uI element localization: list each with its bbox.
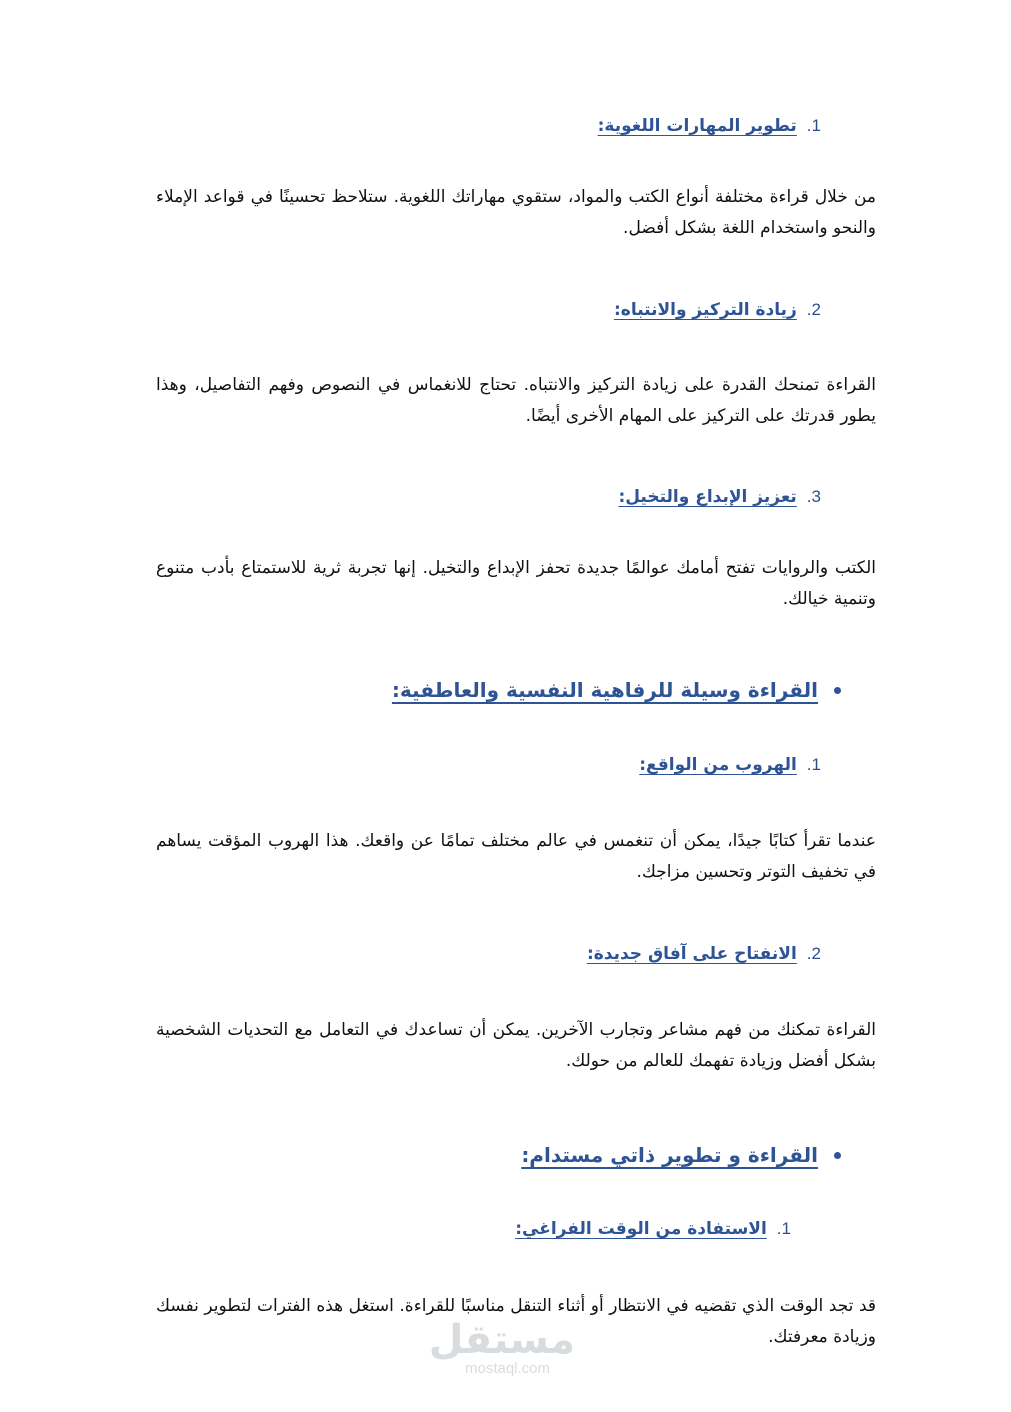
paragraph-creativity: الكتب والروايات تفتح أمامك عوالمًا جديدة تحفز الإبداع والتخيل. إنها تجربة ثرية للاستمتاع بأدب متنوع وتنمية خيالك. (156, 558, 876, 609)
watermark-url: mostaql.com (464, 1360, 551, 1377)
watermark-brand: مستقل (428, 1317, 575, 1363)
mostaql-watermark-logo (428, 1317, 575, 1377)
numbered-heading-creativity (618, 487, 821, 507)
list-number: 1. (806, 755, 821, 774)
list-number: 2. (806, 944, 821, 963)
numbered-heading-escape (639, 755, 821, 775)
paragraph-escape: عندما تقرأ كتابًا جيدًا، يمكن أن تنغمس في عالم مختلف تمامًا عن واقعك. هذا الهروب المؤقت يساهم في تخفيف التوتر وتحسين مزاجك. (156, 831, 876, 882)
paragraph-language-skills: من خلال قراءة مختلفة أنواع الكتب والمواد، ستقوي مهاراتك اللغوية. ستلاحظ تحسينًا في قواعد الإملاء والنحو واستخدام اللغة بشكل أفضل. (156, 187, 876, 238)
list-number: 1. (776, 1219, 791, 1238)
bullet-icon (834, 687, 841, 694)
paragraph-free-time: قد تجد الوقت الذي تقضيه في الانتظار أو أثناء التنقل مناسبًا للقراءة. استغل هذه الفترات لتطوير نفسك وزيادة معرفتك. (156, 1296, 876, 1347)
heading-text: الانفتاح على آفاق جديدة: (586, 944, 797, 964)
paragraph-focus: القراءة تمنحك القدرة على زيادة التركيز والانتباه. تحتاج للانغماس في النصوص وفهم التفاصيل، وهذا يطور قدرتك على التركيز على المهام الأخرى أيضًا. (156, 375, 876, 426)
numbered-heading-free-time (515, 1219, 791, 1239)
bullet-icon (834, 1152, 841, 1159)
list-number: 3. (806, 487, 821, 506)
bullet-heading-text: القراءة و تطوير ذاتي مستدام: (521, 1143, 818, 1167)
bullet-heading-text: القراءة وسيلة للرفاهية النفسية والعاطفية: (391, 678, 818, 702)
bullet-heading-self-development (521, 1143, 841, 1167)
heading-text: تعزيز الإبداع والتخيل: (618, 487, 797, 507)
list-number: 1. (806, 116, 821, 135)
heading-text: زيادة التركيز والانتباه: (613, 300, 797, 320)
paragraph-new-horizons: القراءة تمكنك من فهم مشاعر وتجارب الآخرين. يمكن أن تساعدك في التعامل مع التحديات الشخصية بشكل أفضل وزيادة تفهمك للعالم من حولك. (156, 1020, 876, 1071)
list-number: 2. (806, 300, 821, 319)
heading-text: تطوير المهارات اللغوية: (597, 116, 797, 136)
numbered-heading-language-skills (598, 116, 821, 136)
numbered-heading-new-horizons (587, 944, 821, 964)
numbered-heading-focus (614, 300, 821, 320)
heading-text: الاستفادة من الوقت الفراغي: (515, 1219, 767, 1239)
heading-text: الهروب من الواقع: (639, 755, 797, 775)
bullet-heading-wellbeing (392, 678, 841, 702)
